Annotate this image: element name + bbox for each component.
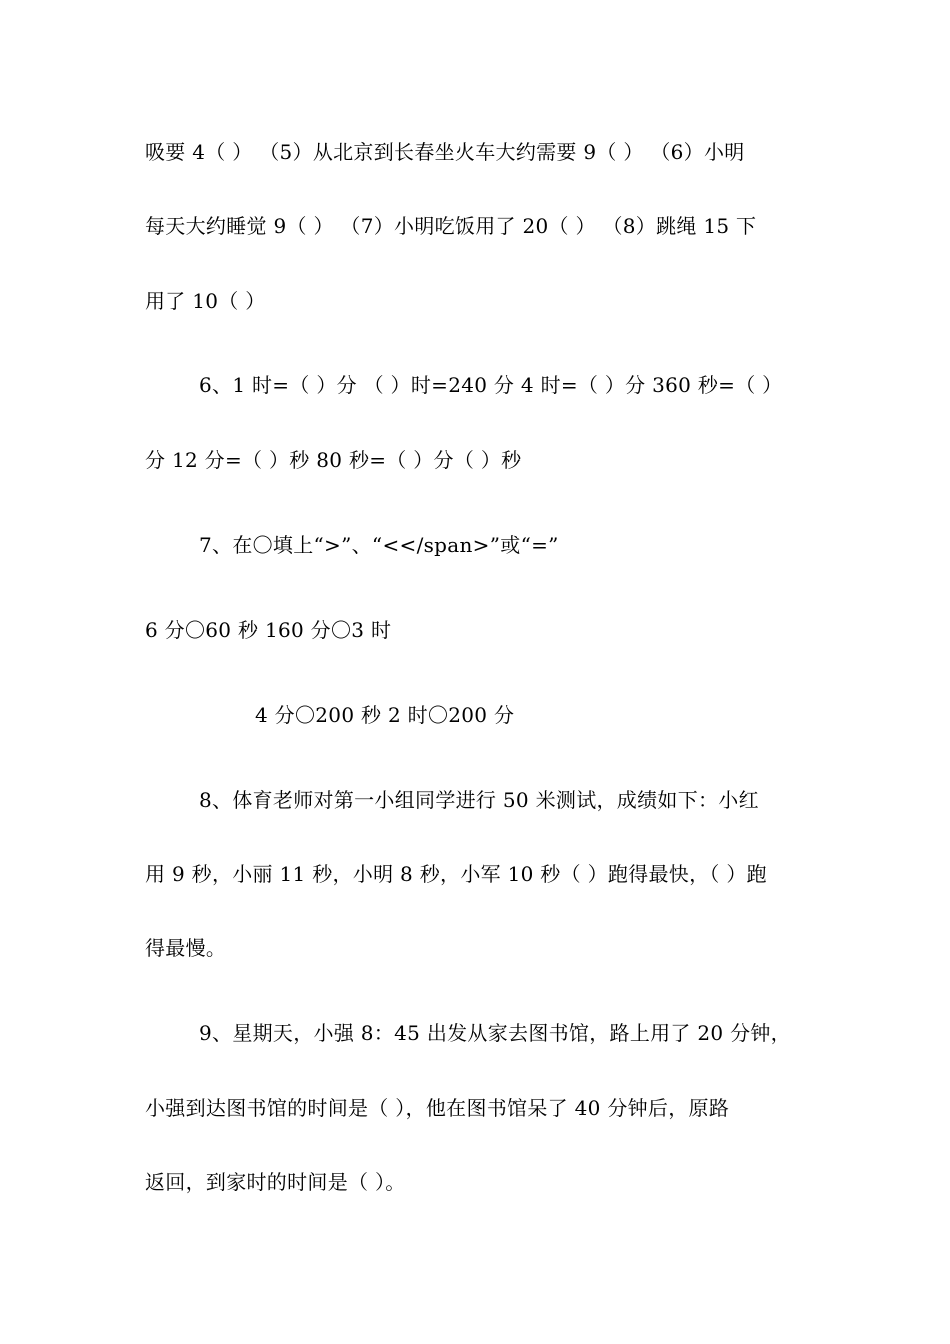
question-7-row-1: 6 分〇60 秒 160 分〇3 时	[145, 618, 392, 642]
question-7-prompt: 7、在〇填上“>”、“<</span>”或“=”	[199, 533, 559, 557]
question-9-line-3: 返回，到家时的时间是（ ）。	[145, 1170, 406, 1194]
question-6-line-2: 分 12 分=（ ）秒 80 秒=（ ）分（ ）秒	[145, 448, 522, 472]
question-8-line-1: 8、体育老师对第一小组同学进行 50 米测试，成绩如下：小红	[199, 788, 759, 812]
question-8-line-2: 用 9 秒，小丽 11 秒，小明 8 秒，小军 10 秒（ ）跑得最快，（ ）跑	[145, 862, 767, 886]
question-9-line-1: 9、星期天，小强 8：45 出发从家去图书馆，路上用了 20 分钟，	[199, 1021, 791, 1045]
question-8-line-3: 得最慢。	[145, 936, 227, 960]
text-line-q5-continued: 吸要 4（ ） （5）从北京到长春坐火车大约需要 9（ ） （6）小明	[145, 140, 745, 164]
question-6-line-1: 6、1 时=（ ）分 （ ）时=240 分 4 时=（ ）分 360 秒=（ ）	[199, 373, 783, 397]
question-7-row-2: 4 分〇200 秒 2 时〇200 分	[255, 703, 515, 727]
text-line-q5-items: 每天大约睡觉 9（ ） （7）小明吃饭用了 20（ ） （8）跳绳 15 下	[145, 214, 757, 238]
text-line-q5-end: 用了 10（ ）	[145, 289, 266, 313]
question-9-line-2: 小强到达图书馆的时间是（ ），他在图书馆呆了 40 分钟后，原路	[145, 1096, 730, 1120]
